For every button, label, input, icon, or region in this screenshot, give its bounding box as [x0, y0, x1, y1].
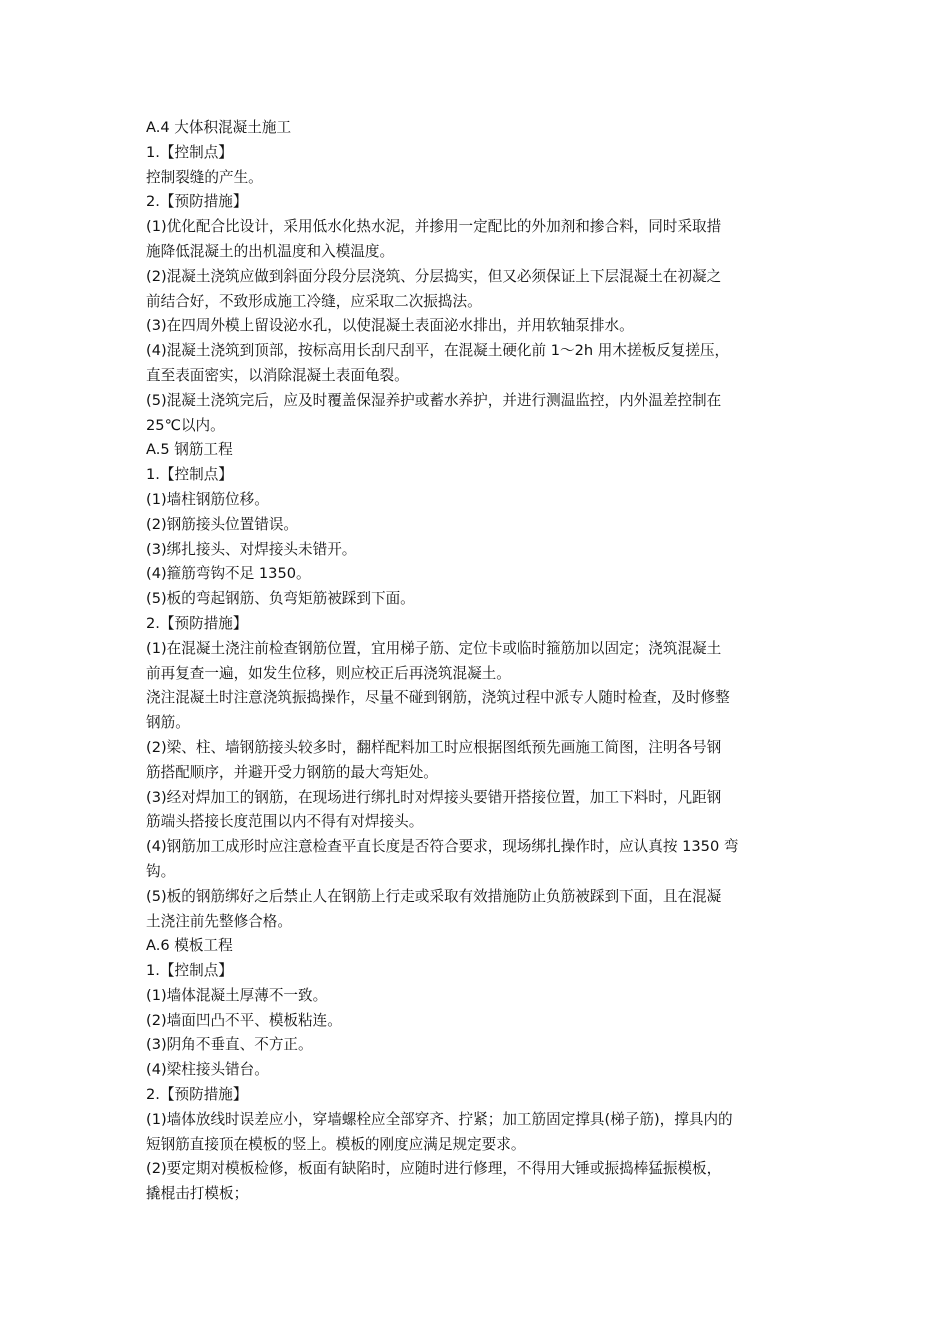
text-line: (1)在混凝土浇注前检查钢筋位置，宜用梯子筋、定位卡或临时箍筋加以固定；浇筑混凝土 [146, 639, 722, 657]
subheading: 2.【预防措施】 [146, 193, 248, 211]
text-line: (2)梁、柱、墙钢筋接头较多时，翻样配料加工时应根据图纸预先画施工简图，注明各号钢 [146, 738, 722, 756]
text-line: (5)板的钢筋绑好之后禁止人在钢筋上行走或采取有效措施防止负筋被踩到下面，且在混凝 [146, 887, 722, 905]
text-line: (2)混凝土浇筑应做到斜面分段分层浇筑、分层捣实，但又必须保证上下层混凝土在初凝之 [146, 267, 722, 285]
text-line: 撬棍击打模板； [146, 1185, 249, 1203]
text-line: 浇注混凝土时注意浇筑振捣操作，尽量不碰到钢筋，浇筑过程中派专人随时检查，及时修整 [146, 689, 730, 707]
section-heading: A.5 钢筋工程 [146, 441, 233, 459]
text-line: (2)要定期对模板检修，板面有缺陷时，应随时进行修理，不得用大锤或振捣棒猛振模板， [146, 1160, 722, 1178]
subheading: 2.【预防措施】 [146, 1086, 248, 1104]
text-line: 钩。 [146, 862, 176, 880]
section-heading: A.6 模板工程 [146, 937, 233, 955]
document-body [146, 116, 806, 1207]
text-line: 前结合好，不致形成施工冷缝，应采取二次振捣法。 [146, 292, 482, 310]
text-line: 控制裂缝的产生。 [146, 168, 263, 186]
text-line: (4)混凝土浇筑到顶部，按标高用长刮尺刮平，在混凝土硬化前 1～2h 用木搓板反复搓压， [146, 342, 730, 360]
section-heading: A.4 大体积混凝土施工 [146, 119, 292, 136]
text-line: 直至表面密实，以消除混凝土表面龟裂。 [146, 366, 409, 384]
text-line: 筋端头搭接长度范围以内不得有对焊接头。 [146, 813, 424, 831]
text-line: (2)墙面凹凸不平、模板粘连。 [146, 1011, 342, 1029]
text-line: (1)墙柱钢筋位移。 [146, 490, 269, 508]
text-line: (4)梁柱接头错台。 [146, 1061, 269, 1079]
text-line: 施降低混凝土的出机温度和入模温度。 [146, 242, 395, 260]
text-line: (3)在四周外模上留设泌水孔，以使混凝土表面泌水排出，并用软轴泵排水。 [146, 317, 634, 335]
text-line: 前再复查一遍，如发生位移，则应校正后再浇筑混凝土。 [146, 664, 511, 682]
text-line: 土浇注前先整修合格。 [146, 912, 292, 930]
text-line: (1)墙体放线时误差应小，穿墙螺栓应全部穿齐、拧紧；加工筋固定撑具(梯子筋)，撑具内的 [146, 1110, 733, 1128]
text-line: 25℃以内。 [146, 416, 225, 434]
text-line: (3)绑扎接头、对焊接头未错开。 [146, 540, 357, 558]
text-line: (1)优化配合比设计，采用低水化热水泥，并掺用一定配比的外加剂和掺合料，同时采取措 [146, 218, 722, 236]
text-line: (1)墙体混凝土厚薄不一致。 [146, 986, 328, 1004]
text-line: (2)钢筋接头位置错误。 [146, 515, 299, 533]
text-line: (5)板的弯起钢筋、负弯矩筋被踩到下面。 [146, 590, 415, 608]
text-line: (3)阴角不垂直、不方正。 [146, 1036, 313, 1054]
subheading: 1.【控制点】 [146, 143, 233, 161]
subheading: 2.【预防措施】 [146, 614, 248, 632]
text-line: 短钢筋直接顶在模板的竖上。模板的刚度应满足规定要求。 [146, 1135, 526, 1153]
text-line: (3)经对焊加工的钢筋，在现场进行绑扎时对焊接头要错开搭接位置，加工下料时，凡距钢 [146, 788, 722, 806]
text-line: (4)钢筋加工成形时应注意检查平直长度是否符合要求，现场绑扎操作时，应认真按 1350 弯 [146, 838, 739, 856]
text-line: (5)混凝土浇筑完后，应及时覆盖保湿养护或蓄水养护，并进行测温监控，内外温差控制在 [146, 391, 722, 409]
text-line: 筋搭配顺序，并避开受力钢筋的最大弯矩处。 [146, 763, 438, 781]
subheading: 1.【控制点】 [146, 466, 233, 484]
text-line: 钢筋。 [146, 714, 190, 732]
subheading: 1.【控制点】 [146, 962, 233, 980]
text-line: (4)箍筋弯钩不足 1350。 [146, 565, 311, 583]
